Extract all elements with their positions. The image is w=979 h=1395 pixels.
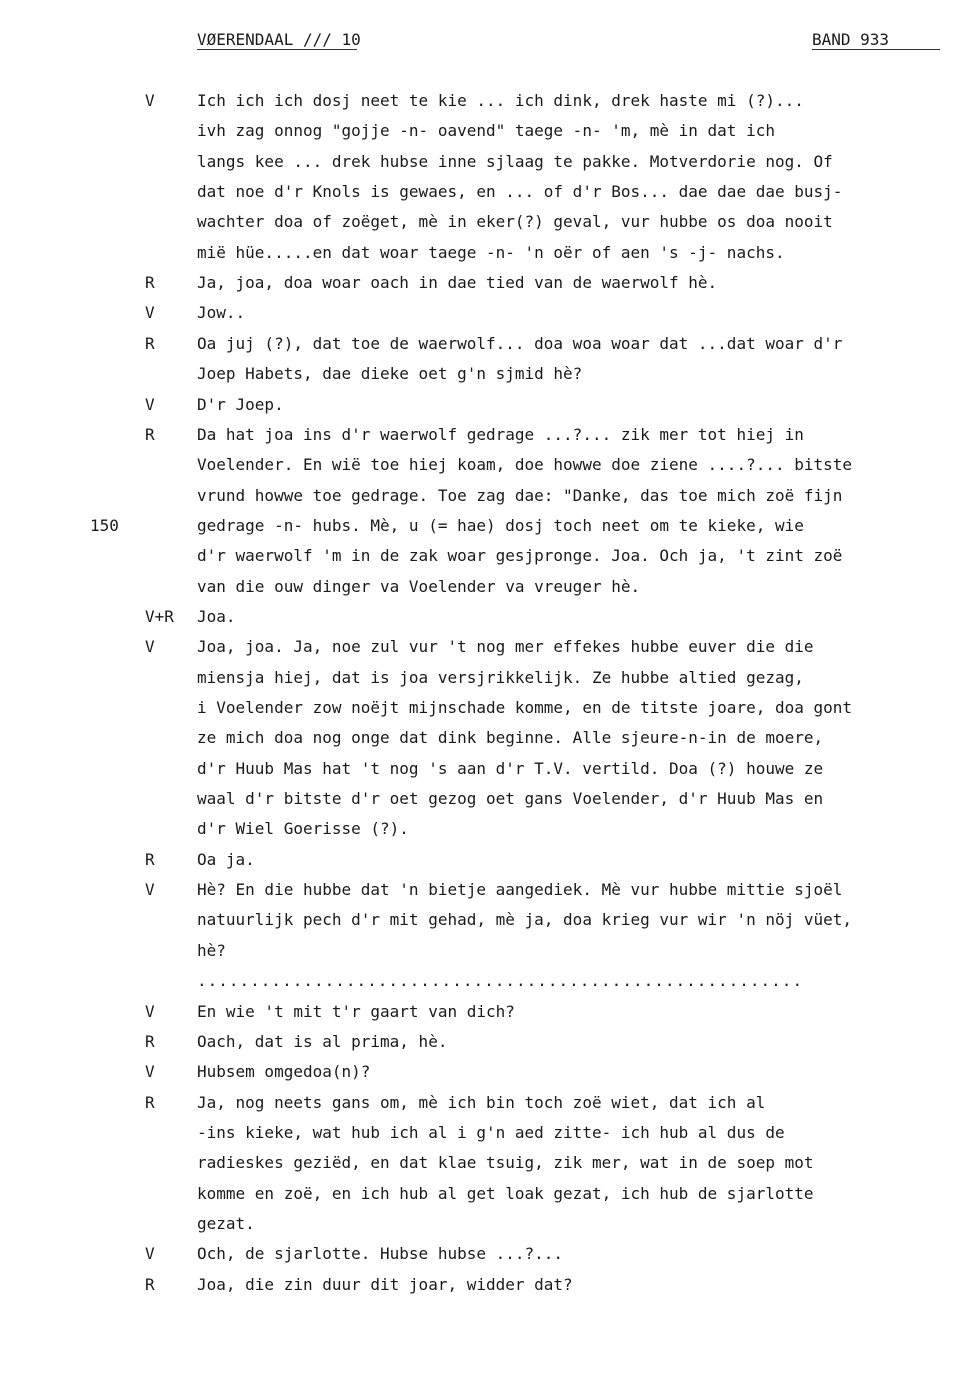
utterance-text: d'r Wiel Goerisse (?). <box>197 819 409 839</box>
utterance-text: Da hat joa ins d'r waerwolf gedrage ...?... zik mer tot hiej in <box>197 424 804 444</box>
margin-line-number: 150 <box>90 515 119 535</box>
speaker-label: V <box>145 880 155 900</box>
speaker-label: R <box>145 424 155 444</box>
utterance-text: En wie 't mit t'r gaart van dich? <box>197 1001 515 1021</box>
utterance-text: wachter doa of zoëget, mè in eker(?) geval, vur hubbe os doa nooit <box>197 212 833 232</box>
utterance-text: d'r Huub Mas hat 't nog 's aan d'r T.V. vertild. Doa (?) houwe ze <box>197 758 824 778</box>
utterance-text: radieskes geziëd, en dat klae tsuig, zik mer, wat in de soep mot <box>197 1153 814 1173</box>
utterance-text: Joep Habets, dae dieke oet g'n sjmid hè? <box>197 364 583 384</box>
header-location: VØERENDAAL /// 10 <box>197 30 361 49</box>
utterance-text: Joa. <box>197 606 236 626</box>
utterance-text: Oa juj (?), dat toe de waerwolf... doa woa woar dat ...dat woar d'r <box>197 333 843 353</box>
utterance-text: i Voelender zow noëjt mijnschade komme, en de titste joare, doa gont <box>197 698 853 717</box>
speaker-label: V <box>145 91 155 110</box>
speaker-label: V <box>145 1001 155 1021</box>
header-underline-right <box>812 49 940 50</box>
utterance-text: Ja, nog neets gans om, mè ich bin toch zoë wiet, dat ich al <box>197 1092 766 1112</box>
speaker-label: V <box>145 394 155 414</box>
utterance-text: hè? <box>197 940 226 960</box>
speaker-label: V+R <box>145 606 174 626</box>
utterance-text: miensja hiej, dat is joa versjrikkelijk. Ze hubbe altied gezag, <box>197 667 804 687</box>
speaker-label: V <box>145 1244 155 1264</box>
utterance-text: Joa, joa. Ja, noe zul vur 't nog mer effekes hubbe euver die die <box>197 637 814 657</box>
utterance-text: natuurlijk pech d'r mit gehad, mè ja, doa krieg vur wir 'n nöj vüet, <box>197 910 853 930</box>
utterance-text: d'r waerwolf 'm in de zak woar gesjpronge. Joa. Och ja, 't zint zoë <box>197 546 843 566</box>
utterance-text: gezat. <box>197 1213 255 1233</box>
utterance-text: langs kee ... drek hubse inne sjlaag te pakke. Motverdorie nog. Of <box>197 151 833 171</box>
utterance-text: Ja, joa, doa woar oach in dae tied van de waerwolf hè. <box>197 273 718 293</box>
header-underline-left <box>197 49 357 50</box>
speaker-label: R <box>145 1274 155 1294</box>
utterance-text: D'r Joep. <box>197 394 284 414</box>
utterance-text: Joa, die zin duur dit joar, widder dat? <box>197 1274 573 1294</box>
speaker-label: V <box>145 303 155 323</box>
utterance-text: ze mich doa nog onge dat dink beginne. Alle sjeure-n-in de moere, <box>197 728 824 748</box>
utterance-text: gedrage -n- hubs. Mè, u (= hae) dosj toch neet om te kieke, wie <box>197 515 804 535</box>
utterance-text: Jow.. <box>197 303 246 323</box>
utterance-text: Oach, dat is al prima, hè. <box>197 1031 448 1051</box>
speaker-label: R <box>145 333 155 353</box>
utterance-text: ivh zag onnog "gojje -n- oavend" taege -n- 'm, mè in dat ich <box>197 121 775 141</box>
utterance-text: dat noe d'r Knols is gewaes, en ... of d'r Bos... dae dae dae busj- <box>197 182 843 202</box>
utterance-text: vrund howwe toe gedrage. Toe zag dae: "Danke, das toe mich zoë fijn <box>197 485 843 505</box>
speaker-label: V <box>145 637 155 657</box>
utterance-text: Hè? En die hubbe dat 'n bietje aangediek. Mè vur hubbe mittie sjoël <box>197 880 843 900</box>
utterance-text: Voelender. En wië toe hiej koam, doe howwe doe ziene ....?... bitste <box>197 455 853 475</box>
utterance-text: Och, de sjarlotte. Hubse hubse ...?... <box>197 1244 564 1264</box>
utterance-text: komme en zoë, en ich hub al get loak gezat, ich hub de sjarlotte <box>197 1183 814 1203</box>
utterance-text: van die ouw dinger va Voelender va vreuger hè. <box>197 576 641 596</box>
header-band-number: BAND 933 <box>812 30 890 49</box>
utterance-text: waal d'r bitste d'r oet gezog oet gans Voelender, d'r Huub Mas en <box>197 789 824 809</box>
speaker-label: R <box>145 1092 155 1112</box>
speaker-label: R <box>145 273 155 293</box>
speaker-label: R <box>145 1031 155 1051</box>
utterance-text: -ins kieke, wat hub ich al i g'n aed zitte- ich hub al dus de <box>197 1122 785 1142</box>
utterance-text: mië hüe.....en dat woar taege -n- 'n oër of aen 's -j- nachs. <box>197 242 785 262</box>
section-break-dots: ......................................................... <box>197 971 804 991</box>
speaker-label: V <box>145 1062 155 1082</box>
utterance-text: Oa ja. <box>197 849 255 869</box>
utterance-text: Ich ich ich dosj neet te kie ... ich dink, drek haste mi (?)... <box>197 91 804 110</box>
speaker-label: R <box>145 849 155 869</box>
utterance-text: Hubsem omgedoa(n)? <box>197 1062 371 1082</box>
